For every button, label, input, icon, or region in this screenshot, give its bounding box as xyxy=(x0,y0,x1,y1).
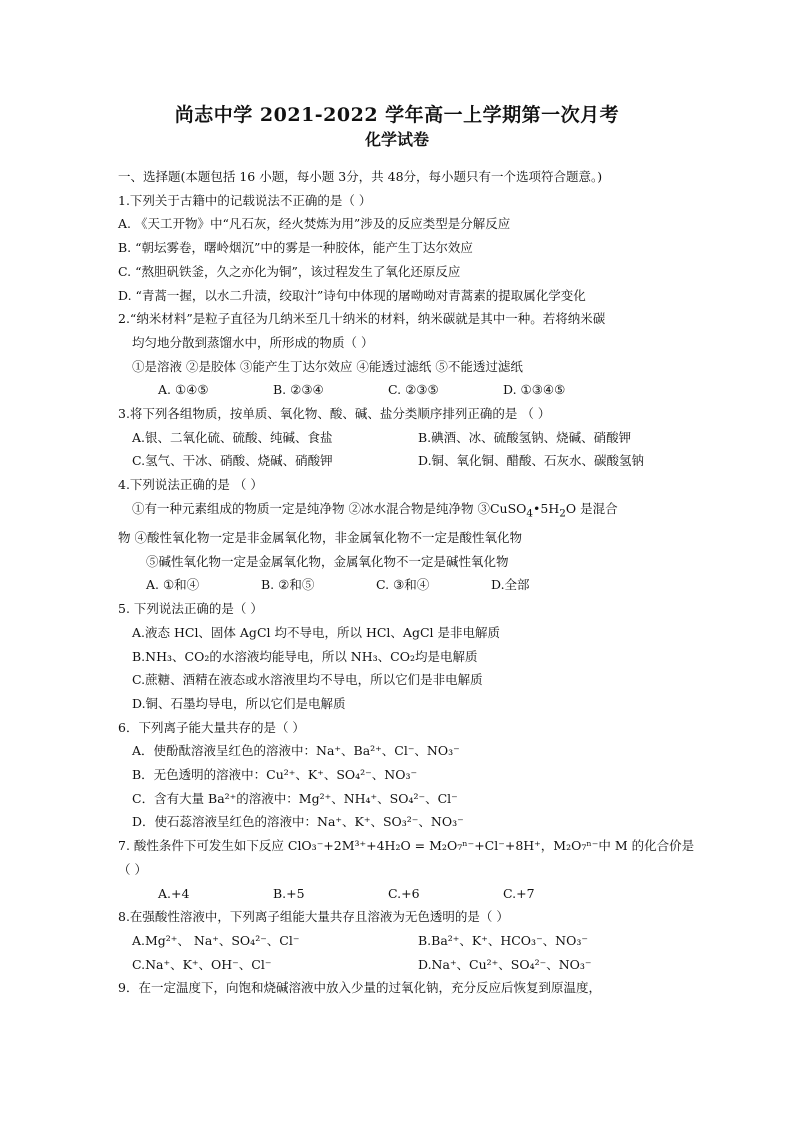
q5-option-c: C.蔗糖、酒精在液态或水溶液里均不导电，所以它们是非电解质 xyxy=(132,672,483,688)
q6-option-b: B．无色透明的溶液中：Cu²⁺、K⁺、SO₄²⁻、NO₃⁻ xyxy=(132,767,418,783)
q8-options-row1 xyxy=(118,929,678,953)
section-heading: 一、选择题(本题包括 16 小题，每小题 3分，共 48分，每小题只有一个选项符合题意。) xyxy=(118,169,603,184)
q9-stem: 9．在一定温度下，向饱和烧碱溶液中放入少量的过氧化钠，充分反应后恢复到原温度， xyxy=(118,980,601,996)
q6-option-d: D．使石蕊溶液呈红色的溶液中：Na⁺、K⁺、SO₃²⁻、NO₃⁻ xyxy=(132,814,464,830)
q7-stem-line1: 7. 酸性条件下可发生如下反应 ClO₃⁻+2M³⁺+4H₂O = M₂O₇ⁿ⁻+Cl⁻+8H⁺，M₂O₇ⁿ⁻中 M 的化合价是 xyxy=(118,838,695,854)
q3-options-row1 xyxy=(118,426,678,450)
q4-s1-sub2: 2 xyxy=(559,507,566,520)
q7-option-d: C.+7 xyxy=(503,885,535,901)
q4-statement-3: ⑤碱性氧化物一定是金属氧化物，金属氧化物不一定是碱性氧化物 xyxy=(146,553,509,569)
q3-option-a: A.银、二氧化硫、硫酸、纯碱、食盐 xyxy=(132,429,333,445)
q1-stem: 1.下列关于古籍中的记载说法不正确的是（ ） xyxy=(118,192,372,208)
q7-stem-line2: （ ） xyxy=(118,861,147,877)
q4-option-b: B. ②和⑤ xyxy=(261,577,315,593)
q7-option-b: B.+5 xyxy=(273,885,305,901)
q4-s1-sub: 4 xyxy=(526,507,533,520)
q5-option-a: A.液态 HCl、固体 AgCl 均不导电，所以 HCl、AgCl 是非电解质 xyxy=(132,624,500,640)
q7-options xyxy=(118,882,678,906)
q8-option-b: B.Ba²⁺、K⁺、HCO₃⁻、NO₃⁻ xyxy=(418,933,588,948)
q8-stem: 8.在强酸性溶液中，下列离子组能大量共存且溶液为无色透明的是（ ） xyxy=(118,909,509,925)
q5-option-b: B.NH₃、CO₂的水溶液均能导电，所以 NH₃、CO₂均是电解质 xyxy=(132,648,478,664)
q2-option-d: D. ①③④⑤ xyxy=(503,382,566,398)
q6-stem: 6．下列离子能大量共存的是（ ） xyxy=(118,719,305,735)
q6-option-c: C．含有大量 Ba²⁺的溶液中：Mg²⁺、NH₄⁺、SO₄²⁻、Cl⁻ xyxy=(132,790,458,806)
q6-option-a: A．使酚酞溶液呈红色的溶液中：Na⁺、Ba²⁺、Cl⁻、NO₃⁻ xyxy=(132,743,460,759)
q5-option-d: D.铜、石墨均导电，所以它们是电解质 xyxy=(132,695,346,711)
q3-options-row2 xyxy=(118,449,678,473)
q1-option-b: B. “朝坛雾卷，曙岭烟沉”中的雾是一种胶体，能产生丁达尔效应 xyxy=(118,240,473,256)
q3-option-d: D.铜、氧化铜、醋酸、石灰水、碳酸氢钠 xyxy=(418,453,645,469)
q4-option-a: A. ①和④ xyxy=(146,577,200,593)
q4-option-d: D.全部 xyxy=(491,577,530,593)
q1-option-c: C. “熬胆矾铁釜，久之亦化为铜”，该过程发生了氧化还原反应 xyxy=(118,263,461,279)
q7-option-a: A.+4 xyxy=(158,885,190,901)
exam-title: 尚志中学 2021-2022 学年高一上学期第一次月考 xyxy=(174,104,620,126)
q2-option-b: B. ②③④ xyxy=(273,382,324,398)
q4-statement-1 xyxy=(118,497,678,526)
exam-content xyxy=(118,165,695,1000)
q8-option-a: A.Mg²⁺、 Na⁺、SO₄²⁻、Cl⁻ xyxy=(132,933,300,948)
q4-options xyxy=(118,573,678,597)
q4-s1-tail: •5H xyxy=(533,500,560,516)
q8-option-c: C.Na⁺、K⁺、OH⁻、Cl⁻ xyxy=(132,956,272,972)
q4-statement-2: 物 ④酸性氧化物一定是非金属氧化物，非金属氧化物不一定是酸性氧化物 xyxy=(118,530,522,546)
q3-option-c: C.氢气、干冰、硝酸、烧碱、硝酸钾 xyxy=(132,453,333,469)
q2-stem-line2: 均匀地分散到蒸馏水中，所形成的物质（ ） xyxy=(132,334,374,350)
q2-option-c: C. ②③⑤ xyxy=(388,382,439,398)
q8-options-row2 xyxy=(118,953,678,977)
q1-option-d: D. “青蒿一握，以水二升渍，绞取汁”诗句中体现的屠呦呦对青蒿素的提取属化学变化 xyxy=(118,287,586,303)
q3-stem: 3.将下列各组物质，按单质、氧化物、酸、碱、盐分类顺序排列正确的是 （ ） xyxy=(118,406,551,422)
q4-s1-end: O 是混合 xyxy=(565,500,618,516)
q4-option-c: C. ③和④ xyxy=(376,577,430,593)
q4-stem: 4.下列说法正确的是 （ ） xyxy=(118,477,263,493)
exam-subtitle: 化学试卷 xyxy=(364,130,429,149)
q2-options xyxy=(118,378,678,402)
q1-option-a: A. 《天工开物》中“凡石灰，经火焚炼为用”涉及的反应类型是分解反应 xyxy=(118,216,511,232)
q5-stem: 5. 下列说法正确的是（ ） xyxy=(118,601,263,617)
q2-option-a: A. ①④⑤ xyxy=(158,382,209,398)
q7-option-c: C.+6 xyxy=(388,885,420,901)
q2-items: ①是溶液 ②是胶体 ③能产生丁达尔效应 ④能透过滤纸 ⑤不能透过滤纸 xyxy=(132,358,523,374)
q3-option-b: B.碘酒、冰、硫酸氢钠、烧碱、硝酸钾 xyxy=(418,429,632,445)
q2-stem-line1: 2.“纳米材料”是粒子直径为几纳米至几十纳米的材料，纳米碳就是其中一种。若将纳米碳 xyxy=(118,311,606,327)
q8-option-d: D.Na⁺、Cu²⁺、SO₄²⁻、NO₃⁻ xyxy=(418,956,592,972)
q4-s1-text: ①有一种元素组成的物质一定是纯净物 ②冰水混合物是纯净物 ③CuSO xyxy=(132,500,527,516)
